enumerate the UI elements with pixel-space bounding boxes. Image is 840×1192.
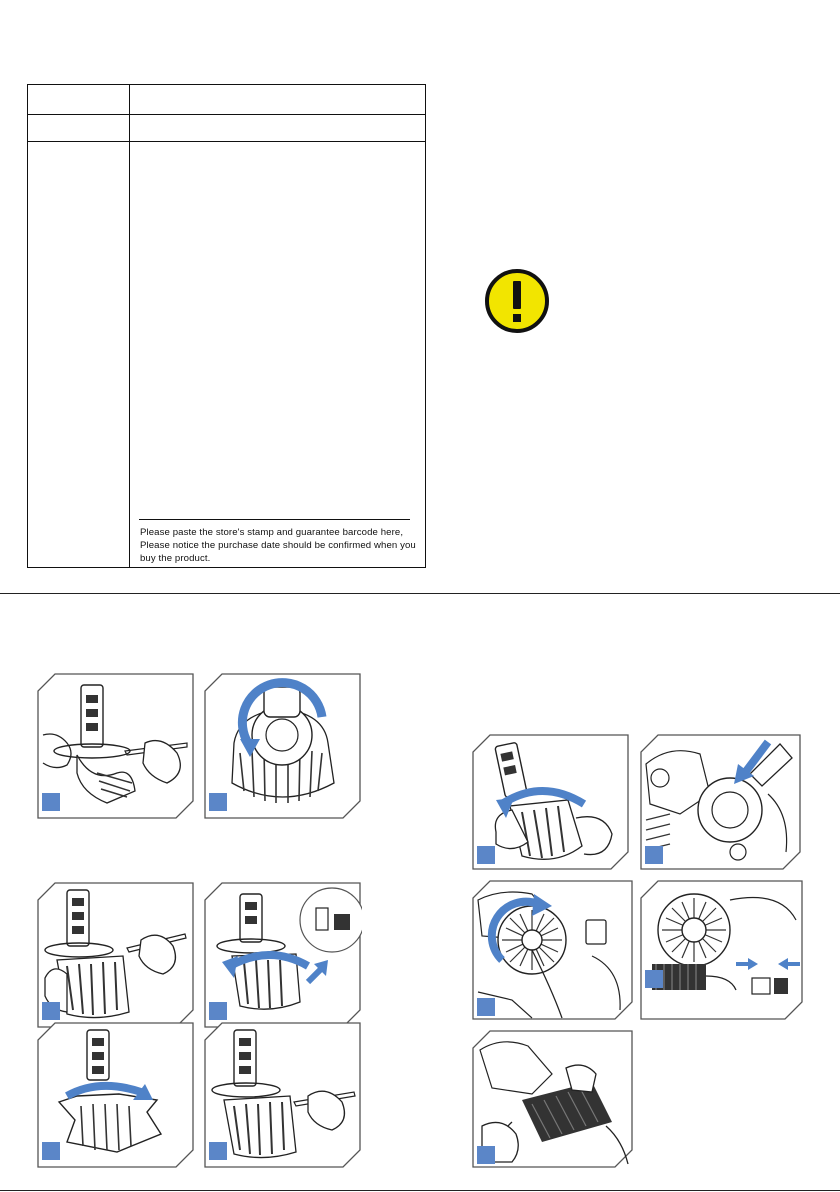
step-badge [42,1002,60,1020]
step-badge [42,1142,60,1160]
step-panel-rotate-heatsink [37,1022,195,1168]
step-panel-lock-heatsink [472,734,630,870]
table-label-cell [28,142,129,567]
step-panel-twist-detach [204,882,362,1028]
step-panel-turn-clockwise [472,880,634,1020]
step-badge [477,1146,495,1164]
step-panel-secure-driver [472,1030,634,1168]
stamp-area[interactable] [130,142,425,512]
step-panel-tighten-collar [204,1022,362,1168]
stamp-instructions [140,526,424,565]
table-value-cell[interactable] [130,115,425,141]
stamp-instruction-line: Please notice the purchase date should be confirmed when you [140,540,416,551]
step-panel-loosen-collar [37,882,195,1028]
table-value-cell[interactable] [130,85,425,114]
step-badge [209,1002,227,1020]
table-label-cell [28,85,129,114]
step-badge [209,793,227,811]
exclamation-icon [484,268,550,334]
table-label-cell [28,115,129,141]
step-badge [477,998,495,1016]
page-bottom-border [0,1190,840,1191]
step-panel-connect-plug [640,880,804,1020]
stamp-signature-line [139,519,410,520]
warranty-card-table [27,84,426,568]
step-badge [477,846,495,864]
step-badge [645,846,663,864]
step-panel-rotate-base [204,673,362,819]
step-badge [209,1142,227,1160]
step-badge [42,793,60,811]
step-panel-insert-headlamp [640,734,802,870]
section-divider [0,593,840,594]
step-badge [645,970,663,988]
stamp-instruction-line: buy the product. [140,553,211,564]
stamp-instruction-line: Please paste the store's stamp and guarantee barcode here, [140,527,404,538]
step-panel-remove-clip [37,673,195,819]
